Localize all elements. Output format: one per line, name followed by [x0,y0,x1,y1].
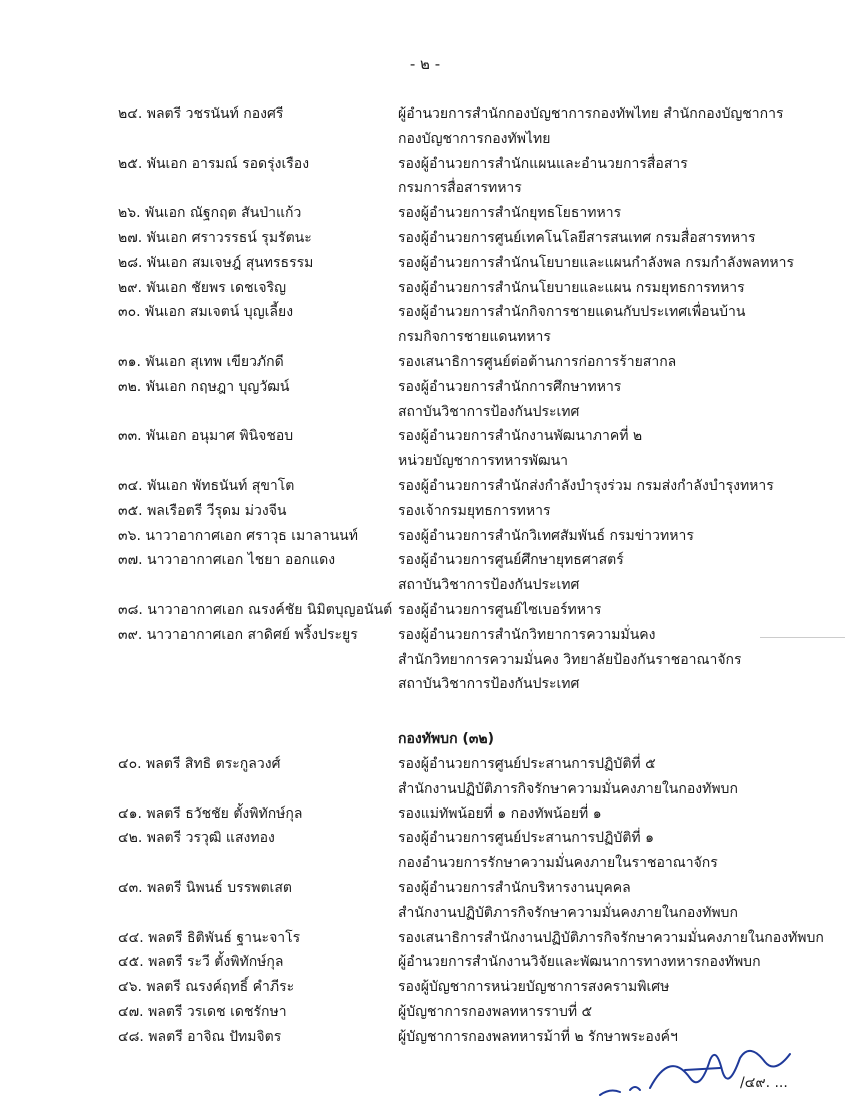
appointee-position: กรมการสื่อสารทหาร [398,180,522,197]
appointee-position: รองผู้อำนวยการสำนักนโยบายและแผนกำลังพล กรมกำลังพลทหาร [398,254,794,271]
appointee-name: ๓๑. พันเอก สุเทพ เขียวภักดี [118,354,284,370]
page-number: - ๒ - [409,55,441,73]
army-appointee-name: ๔๖. พลตรี ณรงค์ฤทธิ์ คำภีระ [118,979,295,996]
footer-continuation: /๔๙. ... [740,1075,788,1091]
army-appointee-name: ๔๐. พลตรี สิทธิ ตระกูลวงศ์ [118,756,281,772]
appointee-name: ๒๙. พันเอก ชัยพร เดชเจริญ [118,279,287,296]
appointee-position: รองเสนาธิการศูนย์ต่อต้านการก่อการร้ายสากล [398,354,677,370]
appointee-name: ๓๐. พันเอก สมเจตน์ บุญเลี้ยง [118,304,294,321]
appointee-position: สถาบันวิชาการป้องกันประเทศ [398,403,580,420]
appointee-position: ผู้อำนวยการสำนักกองบัญชาการกองทัพไทย สำนักกองบัญชาการ [398,106,784,122]
appointee-position: กองบัญชาการกองทัพไทย [398,130,551,147]
appointee-name: ๒๖. พันเอก ณัฐกฤต สันป่าแก้ว [118,205,302,222]
appointee-name: ๒๔. พลตรี วชรนันท์ กองศรี [118,106,284,122]
appointee-position: สำนักวิทยาการความมั่นคง วิทยาลัยป้องกันราชอาณาจักร [398,651,742,668]
appointee-name: ๓๘. นาวาอากาศเอก ณรงค์ชัย นิมิตบุญอนันต์ [118,602,393,618]
appointee-name: ๓๔. พันเอก พัทธนันท์ สุขาโต [118,478,295,494]
army-appointee-name: ๔๕. พลตรี ระวี ตั้งพิทักษ์กุล [118,954,284,971]
appointee-position: รองผู้อำนวยการศูนย์ศึกษายุทธศาสตร์ [398,552,624,569]
appointee-position: รองผู้อำนวยการสำนักวิเทศสัมพันธ์ กรมข่าวทหาร [398,527,694,544]
appointee-position: รองผู้อำนวยการศูนย์ไซเบอร์ทหาร [398,602,602,618]
army-appointee-name: ๔๘. พลตรี อาจิณ ปัทมจิตร [118,1028,282,1045]
army-appointee-name: ๔๓. พลตรี นิพนธ์ บรรพตเสต [118,880,292,896]
scan-rule-mark [760,637,845,638]
appointee-position: หน่วยบัญชาการทหารพัฒนา [398,453,569,470]
appointee-position: รองผู้อำนวยการสำนักการศึกษาทหาร [398,378,622,395]
appointee-position: รองผู้อำนวยการศูนย์เทคโนโลยีสารสนเทศ กรมสื่อสารทหาร [398,230,756,246]
army-appointee-position: รองแม่ทัพน้อยที่ ๑ กองทัพน้อยที่ ๑ [398,805,602,822]
section-heading: กองทัพบก (๓๒) [398,731,495,748]
appointee-position: สถาบันวิชาการป้องกันประเทศ [398,676,580,693]
appointee-name: ๓๙. นาวาอากาศเอก สาดิศย์ พริ้งประยูร [118,626,358,643]
appointee-position: รองผู้อำนวยการสำนักกิจการชายแดนกับประเทศเพื่อนบ้าน [398,304,746,321]
army-appointee-position: รองผู้อำนวยการสำนักบริหารงานบุคคล [398,880,631,896]
appointee-name: ๓๖. นาวาอากาศเอก ศราวุธ เมาลานนท์ [118,527,358,544]
army-appointee-position: ผู้อำนวยการสำนักงานวิจัยและพัฒนาการทางทหารกองทัพบก [398,954,761,971]
appointee-name: ๒๕. พันเอก อารมณ์ รอดรุ่งเรือง [118,155,310,172]
appointee-position: รองผู้อำนวยการสำนักยุทธโยธาทหาร [398,205,622,222]
appointee-name: ๒๗. พันเอก ศราวรรธน์ รุมรัตนะ [118,230,312,246]
army-appointee-position: รองผู้อำนวยการศูนย์ประสานการปฏิบัติที่ ๕ [398,756,656,772]
army-appointee-name: ๔๗. พลตรี วรเดช เดชรักษา [118,1004,287,1020]
army-appointee-position: รองผู้บัญชาการหน่วยบัญชาการสงครามพิเศษ [398,979,670,996]
appointee-position: รองเจ้ากรมยุทธการทหาร [398,502,551,519]
appointee-name: ๓๕. พลเรือตรี วีรุดม ม่วงจีน [118,502,287,519]
appointee-position: กรมกิจการชายแดนทหาร [398,329,551,346]
appointee-position: รองผู้อำนวยการสำนักนโยบายและแผน กรมยุทธการทหาร [398,279,745,296]
army-appointee-position: ผู้บัญชาการกองพลทหารม้าที่ ๒ รักษาพระองค์ฯ [398,1028,678,1045]
army-appointee-position: สำนักงานปฏิบัติภารกิจรักษาความมั่นคงภายในกองทัพบก [398,904,738,921]
appointee-name: ๒๘. พันเอก สมเจษฎ์ สุนทรธรรม [118,254,314,271]
appointee-position: สถาบันวิชาการป้องกันประเทศ [398,577,580,594]
army-appointee-position: กองอำนวยการรักษาความมั่นคงภายในราชอาณาจักร [398,855,718,872]
army-appointee-name: ๔๒. พลตรี วรวุฒิ แสงทอง [118,830,275,847]
army-appointee-position: สำนักงานปฏิบัติภารกิจรักษาความมั่นคงภายในกองทัพบก [398,780,738,797]
appointee-position: รองผู้อำนวยการสำนักวิทยาการความมั่นคง [398,626,656,643]
appointee-position: รองผู้อำนวยการสำนักงานพัฒนาภาคที่ ๒ [398,428,643,445]
army-appointee-position: รองเสนาธิการสำนักงานปฏิบัติภารกิจรักษาความมั่นคงภายในกองทัพบก [398,929,824,946]
army-appointee-name: ๔๑. พลตรี ธวัชชัย ตั้งพิทักษ์กุล [118,805,303,822]
appointee-name: ๓๗. นาวาอากาศเอก ไชยา ออกแดง [118,552,336,569]
appointee-position: รองผู้อำนวยการสำนักแผนและอำนวยการสื่อสาร [398,155,688,172]
appointee-position: รองผู้อำนวยการสำนักส่งกำลังบำรุงร่วม กรมส่งกำลังบำรุงทหาร [398,478,774,494]
army-appointee-name: ๔๔. พลตรี ธิติพันธ์ ฐานะจาโร [118,929,301,946]
army-appointee-position: ผู้บัญชาการกองพลทหารราบที่ ๕ [398,1004,593,1020]
appointee-name: ๓๒. พันเอก กฤษฎา บุญวัฒน์ [118,378,290,395]
appointee-name: ๓๓. พันเอก อนุมาศ พินิจชอบ [118,428,294,445]
army-appointee-position: รองผู้อำนวยการศูนย์ประสานการปฏิบัติที่ ๑ [398,830,654,847]
